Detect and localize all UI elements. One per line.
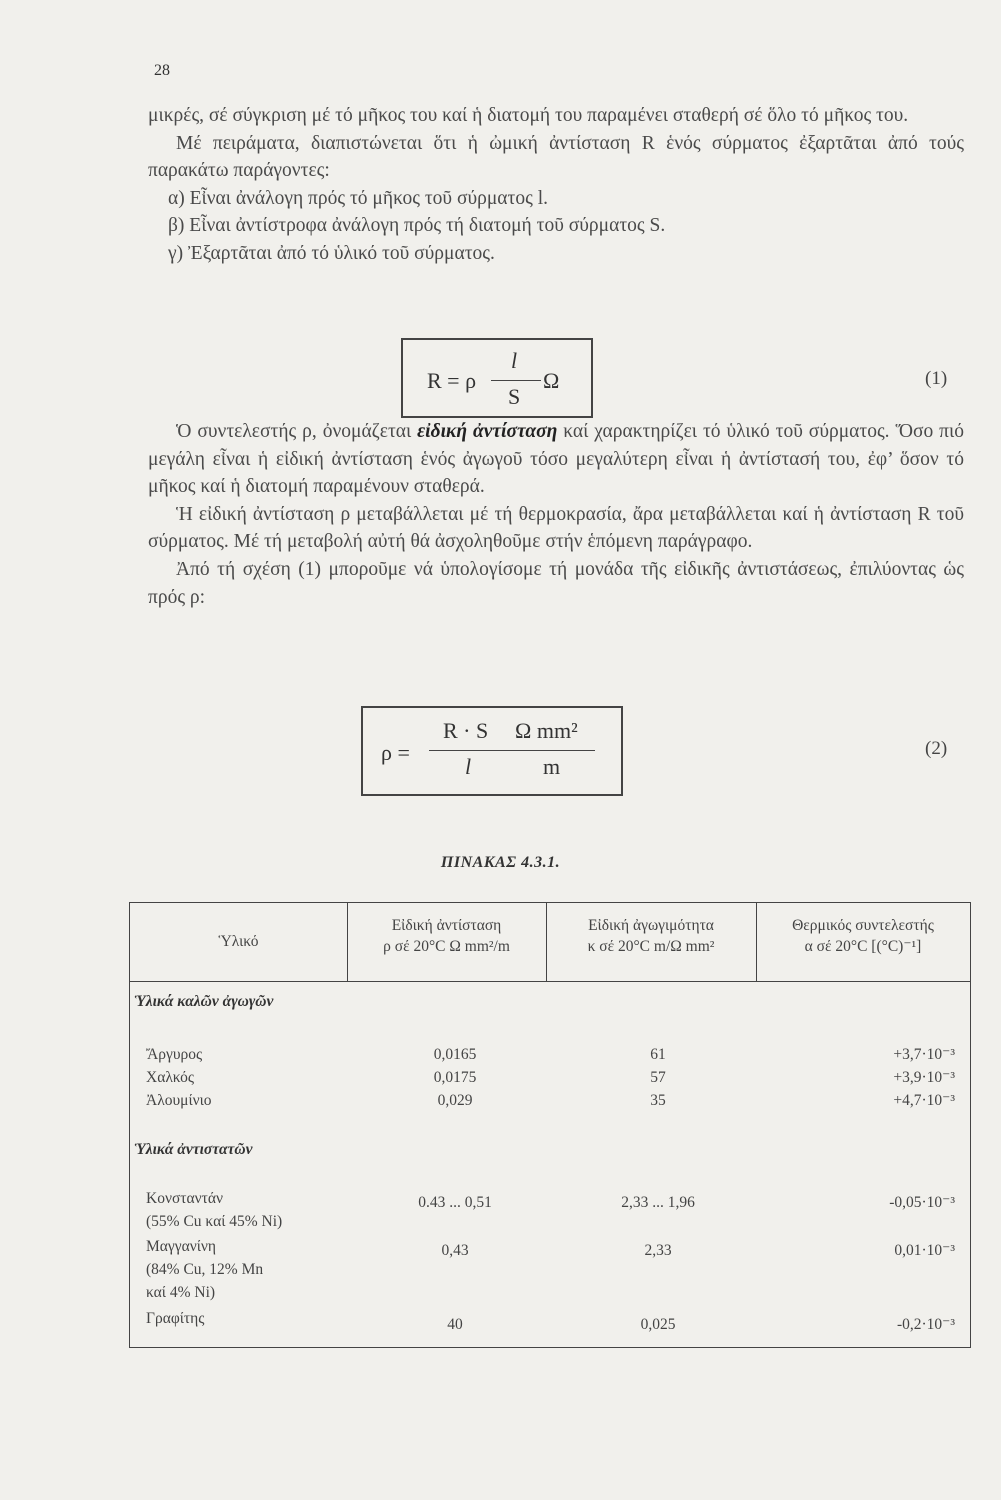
conductivity-value: 57: [650, 1069, 666, 1086]
paragraph: Ὁ συντελεστής ρ, ὀνομάζεται εἰδική ἀντίσταση καί χαρακτηρίζει τό ὑλικό τοῦ σύρματος. Ὅσο πιό μεγάλη εἶναι ἡ εἰδική ἀντίσταση ἑνός ἀγωγοῦ τόσο μεγαλύτερη εἶναι ἡ ἀντίστασή του, ἐφ’ ὅσον τό μῆκος καί ἡ διατομή παραμένουν σταθερά.: [148, 421, 965, 498]
paragraph: Ἀπό τή σχέση (1) μποροῦμε νά ὑπολογίσομε τή μονάδα τῆς εἰδικῆς ἀντιστάσεως, ἐπιλύοντας ὡς πρός ρ:: [148, 558, 964, 608]
temp-coefficient-value: -0,2·10⁻³: [896, 1316, 955, 1333]
paragraph: Ἡ εἰδική ἀντίσταση ρ μεταβάλλεται μέ τή θερμοκρασία, ἄρα μεταβάλλεται καί ἡ ἀντίσταση R τοῦ σύρματος. Μέ τή μεταβολή αὐτή θά ἀσχοληθοῦμε στήν ἑπόμενη παράγραφο.: [148, 503, 964, 553]
temp-coefficient-value: 0,01·10⁻³: [894, 1242, 955, 1259]
material-name: Γραφίτης: [146, 1310, 205, 1327]
material-name: Ἀλουμίνιο: [146, 1092, 212, 1109]
material-name: Μαγγανίνη (84% Cu, 12% Mn καί 4% Ni): [146, 1238, 264, 1301]
formula-numerator: R · S: [443, 718, 489, 743]
paragraph: Μέ πειράματα, διαπιστώνεται ὅτι ἡ ὠμική ἀντίσταση R ἑνός σύρματος ἐξαρτᾶται ἀπό τούς παρακάτω παράγοντες:: [148, 132, 964, 182]
temp-coefficient-value: +4,7·10⁻³: [893, 1092, 955, 1109]
resistivity-table: [129, 902, 971, 1348]
conductivity-value: 2,33 ... 1,96: [621, 1194, 695, 1211]
resistivity-value: 40: [447, 1316, 463, 1333]
resistivity-value: 0,43: [441, 1242, 469, 1259]
list-item-a: α) Εἶναι ἀνάλογη πρός τό μῆκος τοῦ σύρματος l.: [168, 187, 548, 209]
formula-numerator: l: [511, 348, 518, 373]
formula-resistance: [401, 338, 593, 418]
temp-coefficient-value: +3,7·10⁻³: [893, 1046, 955, 1063]
resistivity-value: 0,0175: [433, 1069, 477, 1086]
paragraph: μικρές, σέ σύγκριση μέ τό μῆκος του καί ἡ διατομή του παραμένει σταθερή σέ ὅλο τό μῆκος του.: [148, 105, 909, 126]
resistivity-value: 0,0165: [433, 1046, 477, 1063]
conductivity-value: 35: [650, 1092, 666, 1109]
formula-denominator: l: [465, 754, 472, 779]
header-conductivity: Εἰδική ἀγωγιμότητα κ σέ 20°C m/Ω mm²: [587, 917, 715, 955]
conductivity-value: 2,33: [644, 1242, 672, 1259]
resistivity-value: 0,029: [437, 1092, 473, 1109]
table-caption: ΠΙΝΑΚΑΣ 4.3.1.: [440, 854, 561, 871]
unit-fraction-bar: [513, 750, 595, 751]
group-title: Ὑλικά καλῶν ἀγωγῶν: [134, 993, 274, 1010]
key-term: εἰδική ἀντίσταση: [417, 421, 558, 442]
conductivity-value: 0,025: [640, 1316, 676, 1333]
fraction-bar: [429, 750, 513, 751]
formula-resistivity: [361, 706, 623, 796]
fraction-bar: [491, 380, 541, 381]
header-resistivity: Εἰδική ἀντίσταση ρ σέ 20°C Ω mm²/m: [383, 917, 510, 955]
resistivity-value: 0.43 ... 0,51: [418, 1194, 492, 1211]
equation-number: (2): [925, 738, 948, 759]
header-material: Ὑλικό: [218, 933, 259, 950]
material-name: Κονσταντάν (55% Cu καί 45% Ni): [146, 1190, 283, 1230]
group-title: Ὑλικά ἀντιστατῶν: [134, 1141, 253, 1158]
temp-coefficient-value: -0,05·10⁻³: [889, 1194, 955, 1211]
formula-unit: Ω: [543, 368, 560, 393]
material-name: Ἄργυρος: [146, 1046, 203, 1063]
equation-number: (1): [925, 368, 948, 389]
unit-numerator: Ω mm²: [515, 718, 578, 743]
list-item-b: β) Εἶναι ἀντίστροφα ἀνάλογη πρός τή διατομή τοῦ σύρματος S.: [168, 215, 666, 237]
body-text: [148, 418, 964, 611]
header-temp-coefficient: Θερμικός συντελεστής α σέ 20°C [(°C)⁻¹]: [792, 917, 934, 955]
temp-coefficient-value: +3,9·10⁻³: [893, 1069, 955, 1086]
conductivity-value: 61: [650, 1046, 666, 1063]
formula-lhs: R = ρ: [427, 368, 477, 393]
intro-text: [148, 102, 964, 268]
formula-denominator: S: [508, 384, 521, 409]
material-name: Χαλκός: [146, 1069, 195, 1086]
formula-lhs: ρ =: [381, 740, 410, 765]
page-number: 28: [154, 62, 170, 79]
header-divider: [130, 981, 970, 982]
unit-denominator: m: [543, 754, 561, 779]
list-item-c: γ) Ἐξαρτᾶται ἀπό τό ὑλικό τοῦ σύρματος.: [168, 242, 495, 264]
